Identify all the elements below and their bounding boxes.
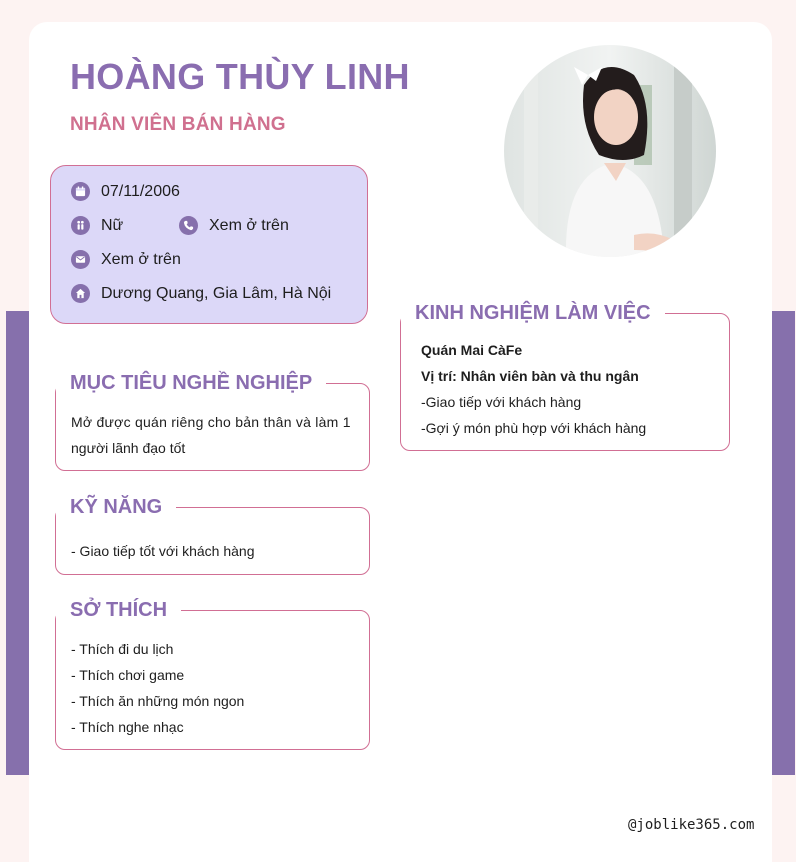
skills-list <box>71 538 255 564</box>
phone-row <box>179 216 289 235</box>
hobby-item: - Thích nghe nhạc <box>71 719 184 735</box>
experience-title: KINH NGHIỆM LÀM VIỆC <box>401 300 665 326</box>
hobby-item: - Thích chơi game <box>71 667 185 683</box>
email-value: Xem ở trên <box>101 250 181 268</box>
career-objective-line-2: người lãnh đạo tốt <box>71 440 186 456</box>
experience-duty: -Giao tiếp với khách hàng <box>421 394 582 410</box>
gender-icon <box>71 216 90 235</box>
phone-icon <box>179 216 198 235</box>
home-icon <box>71 284 90 303</box>
calendar-icon <box>71 182 90 201</box>
hobby-item: - Thích ăn những món ngon <box>71 693 245 709</box>
candidate-name: HOÀNG THÙY LINH <box>70 56 410 97</box>
profile-photo <box>504 45 716 257</box>
career-objective-title: MỤC TIÊU NGHỀ NGHIỆP <box>56 370 326 396</box>
gender-value: Nữ <box>101 216 124 234</box>
left-accent-band <box>6 311 30 775</box>
skill-item: - Giao tiếp tốt với khách hàng <box>71 543 255 559</box>
career-objective-text <box>71 409 354 461</box>
experience-details <box>421 337 646 441</box>
experience-position: Vị trí: Nhân viên bàn và thu ngân <box>421 368 639 384</box>
hobbies-list <box>71 636 244 740</box>
hobbies-title: SỞ THÍCH <box>56 597 181 623</box>
experience-duty: -Gợi ý món phù hợp với khách hàng <box>421 420 647 436</box>
job-title: NHÂN VIÊN BÁN HÀNG <box>70 114 286 135</box>
career-objective-line-1: Mở được quán riêng cho bản thân và làm 1 <box>71 414 351 430</box>
address-row <box>71 284 331 303</box>
gender-row <box>71 216 123 235</box>
birthday-row <box>71 182 180 201</box>
experience-company: Quán Mai CàFe <box>421 342 523 358</box>
email-icon <box>71 250 90 269</box>
birthday-value: 07/11/2006 <box>101 182 180 200</box>
skills-title: KỸ NĂNG <box>56 494 176 520</box>
hobby-item: - Thích đi du lịch <box>71 641 174 657</box>
footer-watermark: @joblike365.com <box>628 817 755 833</box>
address-value: Dương Quang, Gia Lâm, Hà Nội <box>101 284 332 302</box>
right-accent-band <box>771 311 795 775</box>
phone-value: Xem ở trên <box>209 216 289 234</box>
email-row <box>71 250 181 269</box>
